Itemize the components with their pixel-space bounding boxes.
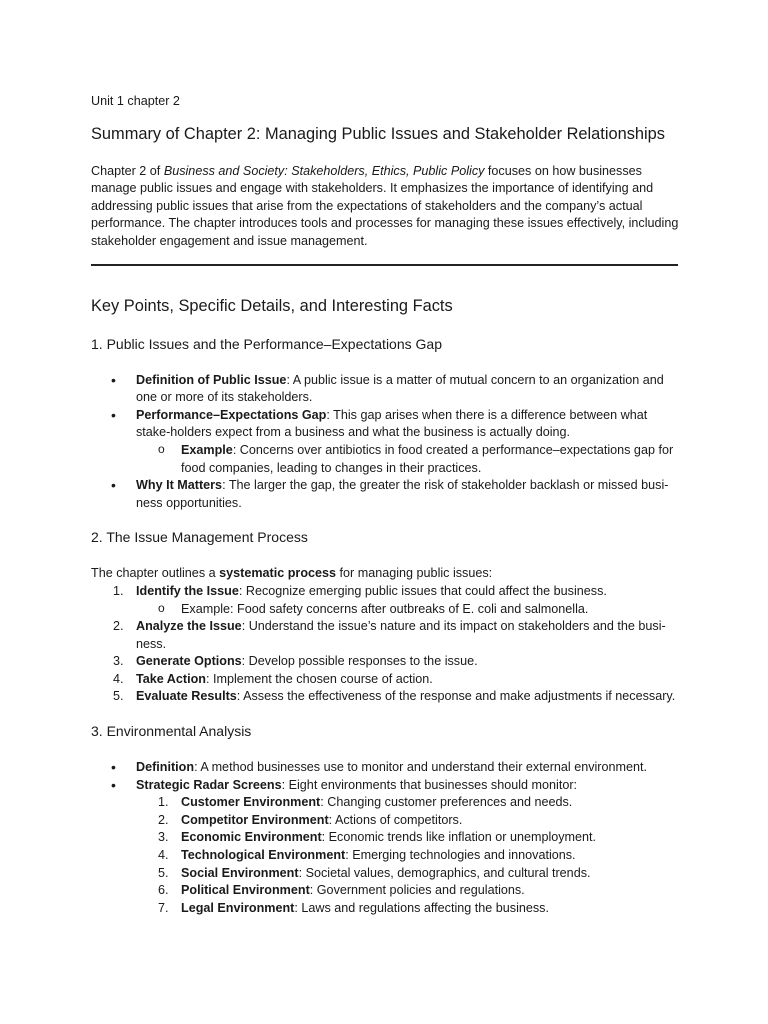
term: Political Environment (181, 883, 310, 898)
term: Evaluate Results (136, 689, 237, 704)
list-number: 6. (158, 883, 169, 898)
list-item (136, 812, 681, 830)
section-2-intro (91, 565, 681, 583)
definition: : Changing customer preferences and needs. (320, 795, 573, 810)
definition: : The larger the gap, the greater the risk of stakeholder backlash or missed busi-ness opportunities. (136, 478, 669, 510)
definition: : Assess the effectiveness of the response and make adjustments if necessary. (236, 689, 676, 704)
document-title: Summary of Chapter 2: Managing Public Issues and Stakeholder Relationships (91, 124, 665, 143)
list-item (91, 688, 681, 706)
definition: : Societal values, demographics, and cultural trends. (298, 865, 591, 880)
term: Why It Matters (136, 478, 223, 493)
definition: : Understand the issue’s nature and its impact on stakeholders and the busi-ness. (136, 619, 666, 651)
section-1-list (91, 372, 681, 513)
term: Technological Environment (181, 848, 346, 863)
list-number: 2. (158, 812, 169, 827)
intro-pre: The chapter outlines a (91, 566, 220, 581)
list-item (91, 407, 681, 477)
definition: : This gap arises when there is a difference between what stake-holders expect from a business and what the business is actually doing. (136, 407, 648, 440)
section-1-heading: 1. Public Issues and the Performance–Expectations Gap (91, 335, 442, 352)
definition: : Concerns over antibiotics in food created a performance–expectations gap for food companies, leading to changes in their practices. (181, 442, 674, 475)
list-item (136, 900, 681, 918)
term: Take Action (136, 671, 206, 686)
list-item (91, 759, 681, 777)
list-number: 1. (113, 583, 124, 598)
definition: : Laws and regulations affecting the business. (294, 900, 549, 915)
list-number: 4. (113, 671, 124, 686)
term: Strategic Radar Screens (136, 777, 282, 792)
key-points-heading: Key Points, Specific Details, and Interesting Facts (91, 296, 453, 315)
unit-label: Unit 1 chapter 2 (91, 94, 180, 108)
book-title: Business and Society: Stakeholders, Ethics, Public Policy (163, 163, 485, 178)
list-number: 5. (113, 689, 124, 704)
list-item (136, 865, 681, 883)
section-3-heading: 3. Environmental Analysis (91, 723, 252, 740)
term: Analyze the Issue (136, 619, 242, 634)
intro-bold: systematic process (219, 566, 337, 581)
definition: : Develop possible responses to the issue. (241, 654, 478, 669)
definition: : Government policies and regulations. (309, 883, 525, 898)
list-number: 2. (113, 619, 124, 634)
list-number: 5. (158, 865, 169, 880)
definition: : Emerging technologies and innovations. (345, 848, 576, 863)
list-number: 1. (158, 795, 169, 810)
term: Example (181, 442, 233, 457)
list-item (136, 794, 681, 812)
list-item (91, 777, 681, 918)
intro-post: focuses on how businesses manage public issues and engage with stakeholders. It emphasizes the importance of identifying and addressing public issues that arise from the expectations of stakeholders and the company’s actual performance. The chapter introduces tools and processes for managing these issues effectively, including stakeholder engagement and issue management. (91, 163, 679, 248)
environment-list (136, 794, 681, 917)
sub-list-item (136, 442, 681, 477)
list-item (91, 671, 681, 689)
term: Identify the Issue (136, 583, 239, 598)
section-2-heading: 2. The Issue Management Process (91, 529, 308, 546)
list-item (91, 653, 681, 671)
sub-list-item: o Example: Food safety concerns after outbreaks of E. coli and salmonella. (136, 601, 681, 619)
list-item (91, 583, 681, 618)
term: Legal Environment (181, 900, 295, 915)
definition: : Implement the chosen course of action. (205, 671, 433, 686)
definition: : Economic trends like inflation or unemployment. (321, 830, 597, 845)
sub-list (136, 601, 681, 619)
definition: : A method businesses use to monitor and understand their external environment. (194, 760, 648, 775)
intro-post: for managing public issues: (336, 566, 493, 581)
definition: : A public issue is a matter of mutual concern to an organization and one or more of its stakeholders. (136, 372, 664, 405)
term: Definition of Public Issue (136, 372, 287, 387)
horizontal-rule (91, 264, 678, 266)
document-body (91, 93, 681, 933)
list-item (91, 618, 681, 653)
intro-pre: Chapter 2 of (91, 163, 164, 178)
list-item (136, 829, 681, 847)
term: Social Environment (181, 865, 299, 880)
list-item (136, 882, 681, 900)
definition: : Actions of competitors. (328, 812, 463, 827)
list-number: 3. (158, 830, 169, 845)
term: Generate Options (136, 654, 242, 669)
list-item (136, 847, 681, 865)
term: Customer Environment (181, 795, 321, 810)
list-item (91, 477, 681, 512)
term: Definition (136, 760, 195, 775)
section-3-list (91, 759, 681, 917)
list-number: 4. (158, 848, 169, 863)
list-number: 3. (113, 654, 124, 669)
section-2-steps (91, 583, 681, 706)
list-number: 7. (158, 900, 169, 915)
intro-paragraph (91, 163, 681, 251)
definition: : Eight environments that businesses should monitor: (281, 777, 578, 792)
list-item (91, 372, 681, 407)
term: Performance–Expectations Gap (136, 407, 327, 422)
sub-list (136, 442, 681, 477)
term: Competitor Environment (181, 812, 329, 827)
definition: : Recognize emerging public issues that could affect the business. (238, 583, 607, 598)
term: Economic Environment (181, 830, 322, 845)
